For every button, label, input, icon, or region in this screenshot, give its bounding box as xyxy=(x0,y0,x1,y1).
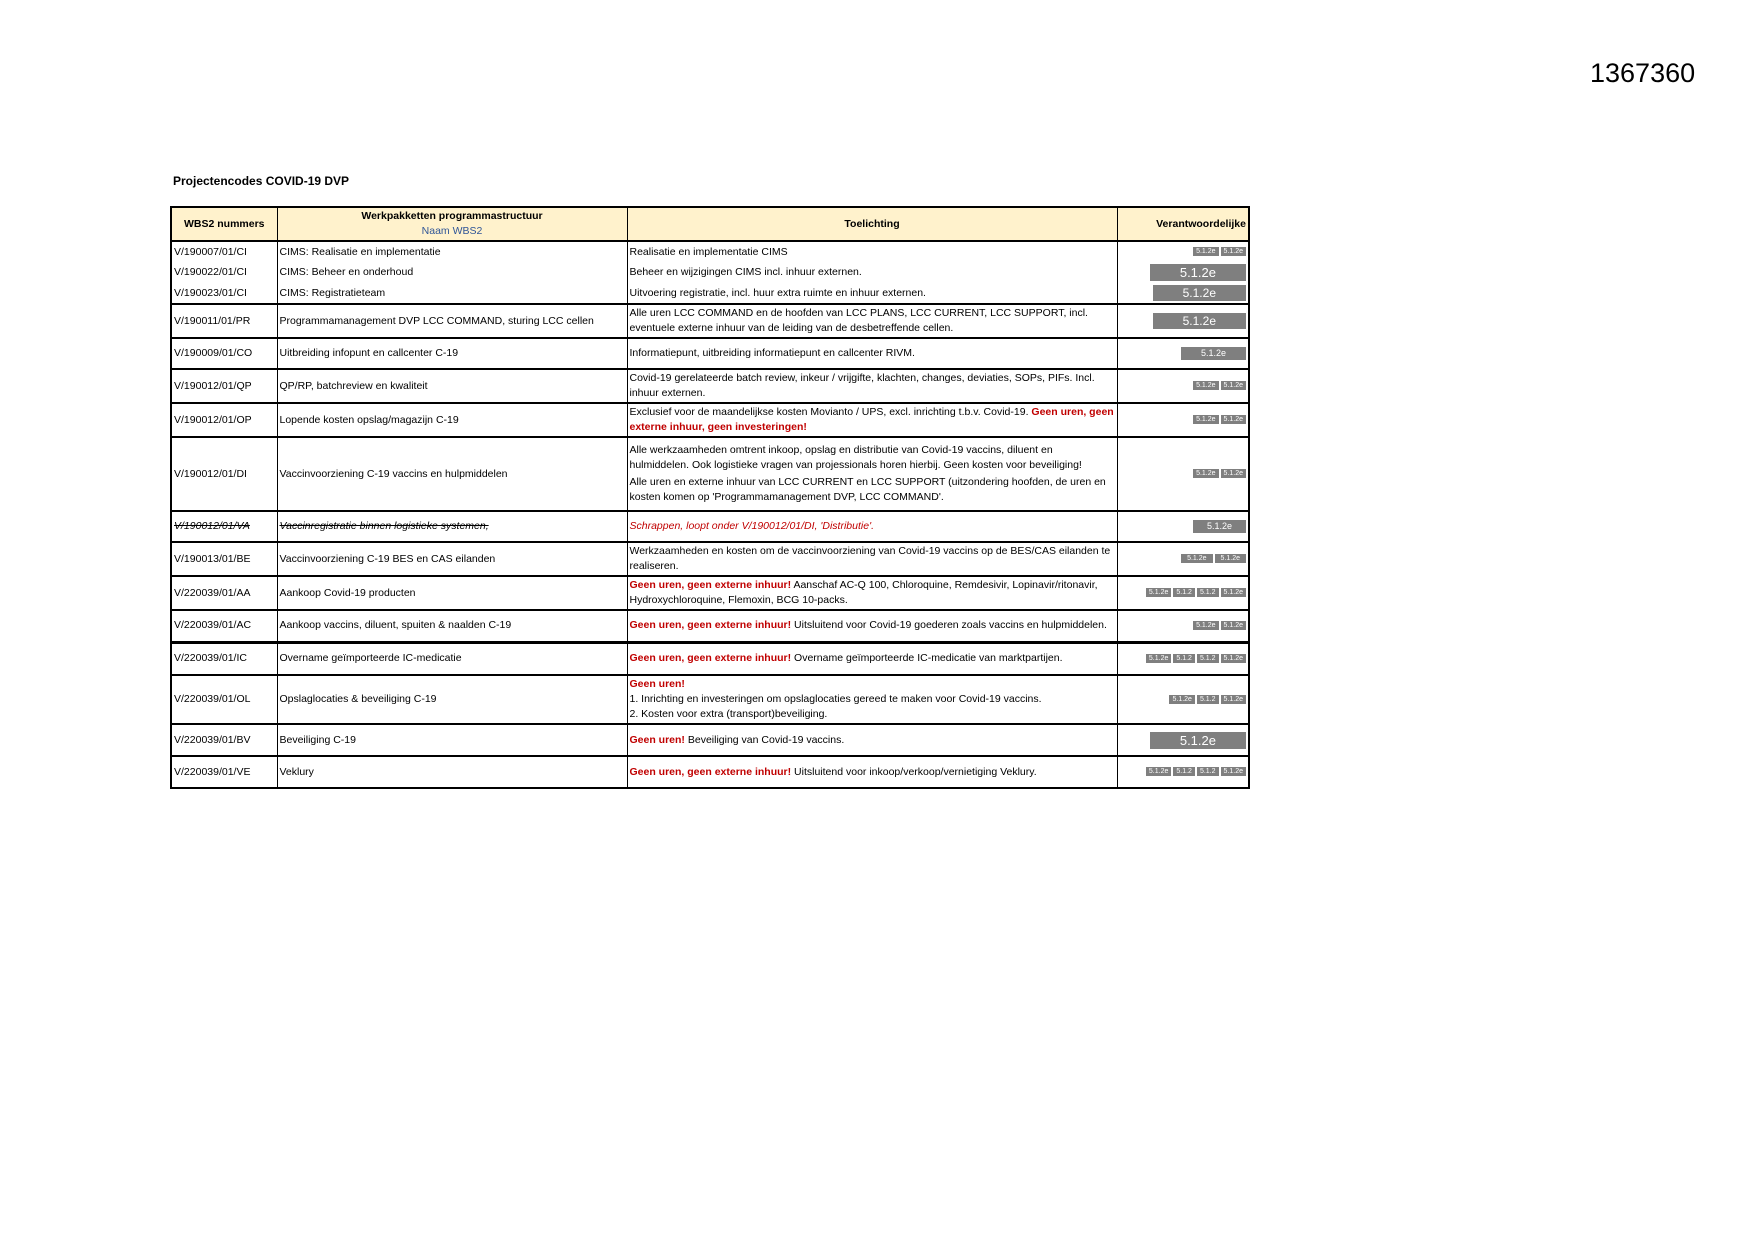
table-row xyxy=(171,576,1249,610)
redaction-box: 5.1.2e xyxy=(1193,415,1218,424)
description-text: Overname geïmporteerde IC-medicatie van marktpartijen. xyxy=(794,652,1063,665)
redaction-box: 5.1.2 xyxy=(1173,654,1195,663)
work-package-name: Vaccinvoorziening C-19 BES en CAS eilanden xyxy=(277,542,627,576)
table-row xyxy=(171,283,1249,304)
redaction-box: 5.1.2 xyxy=(1173,588,1195,597)
redaction-box: 5.1.2e xyxy=(1169,695,1194,704)
responsible-redacted xyxy=(1117,403,1249,437)
wbs-code: V/190022/01/CI xyxy=(171,262,277,283)
redaction-box: 5.1.2e xyxy=(1193,381,1218,390)
wbs-code: V/190012/01/VA xyxy=(171,511,277,542)
wbs-code: V/190012/01/OP xyxy=(171,403,277,437)
header-verantwoordelijke: Verantwoordelijke xyxy=(1117,207,1249,241)
description-text: 1. Inrichting en investeringen om opslaglocaties gereed te maken voor Covid-19 vaccins. xyxy=(629,693,1042,705)
description-warning: Geen uren, geen externe inhuur! xyxy=(629,619,792,632)
project-codes-table xyxy=(170,206,1250,789)
description: Beheer en wijzigingen CIMS incl. inhuur externen. xyxy=(627,262,1117,283)
document-title: Projectencodes COVID-19 DVP xyxy=(173,174,350,188)
responsible-redacted xyxy=(1117,262,1249,283)
work-package-name: Aankoop Covid-19 producten xyxy=(277,576,627,610)
description xyxy=(627,756,1117,788)
responsible-redacted xyxy=(1117,369,1249,403)
description-warning: Geen uren, geen externe inhuur, geen investeringen! xyxy=(629,406,1114,433)
document-number: 1367360 xyxy=(1590,58,1696,88)
description xyxy=(627,642,1117,675)
table-row xyxy=(171,724,1249,756)
description: Realisatie en implementatie CIMS xyxy=(627,241,1117,262)
header-werk-sublabel: Naam WBS2 xyxy=(421,225,483,237)
redaction-box: 5.1.2e xyxy=(1153,285,1246,301)
redaction-box: 5.1.2e xyxy=(1193,247,1218,256)
table-row xyxy=(171,369,1249,403)
description xyxy=(627,724,1117,756)
header-wbs: WBS2 nummers xyxy=(171,207,277,241)
table-row xyxy=(171,542,1249,576)
redaction-box: 5.1.2e xyxy=(1221,469,1246,478)
responsible-redacted xyxy=(1117,241,1249,262)
table-row xyxy=(171,437,1249,511)
redaction-box: 5.1.2e xyxy=(1221,695,1246,704)
header-werk-label: Werkpakketten programmastructuur xyxy=(361,210,543,222)
table-row xyxy=(171,642,1249,675)
responsible-redacted xyxy=(1117,610,1249,642)
work-package-name: Programmamanagement DVP LCC COMMAND, sturing LCC cellen xyxy=(277,304,627,338)
redaction-box: 5.1.2e xyxy=(1153,313,1246,329)
work-package-name: Aankoop vaccins, diluent, spuiten & naalden C-19 xyxy=(277,610,627,642)
work-package-name: Veklury xyxy=(277,756,627,788)
description xyxy=(627,576,1117,610)
redaction-box: 5.1.2 xyxy=(1197,654,1219,663)
redaction-box: 5.1.2e xyxy=(1221,381,1246,390)
responsible-redacted xyxy=(1117,756,1249,788)
work-package-name: Uitbreiding infopunt en callcenter C-19 xyxy=(277,338,627,369)
wbs-code: V/220039/01/OL xyxy=(171,675,277,724)
redaction-box: 5.1.2e xyxy=(1150,264,1246,281)
responsible-redacted xyxy=(1117,642,1249,675)
responsible-redacted xyxy=(1117,437,1249,511)
description: Informatiepunt, uitbreiding informatiepunt en callcenter RIVM. xyxy=(627,338,1117,369)
header-toelichting: Toelichting xyxy=(627,207,1117,241)
wbs-code: V/190023/01/CI xyxy=(171,283,277,304)
responsible-redacted xyxy=(1117,675,1249,724)
work-package-name: Beveiliging C-19 xyxy=(277,724,627,756)
table-row xyxy=(171,511,1249,542)
redaction-box: 5.1.2e xyxy=(1193,520,1246,533)
wbs-code: V/190011/01/PR xyxy=(171,304,277,338)
wbs-code: V/220039/01/IC xyxy=(171,642,277,675)
table-header-row xyxy=(171,207,1249,241)
header-werkpakketten xyxy=(277,207,627,241)
table-row xyxy=(171,610,1249,642)
wbs-code: V/190013/01/BE xyxy=(171,542,277,576)
redaction-box: 5.1.2e xyxy=(1146,588,1171,597)
wbs-code: V/190007/01/CI xyxy=(171,241,277,262)
redaction-box: 5.1.2e xyxy=(1215,554,1246,563)
wbs-code: V/190009/01/CO xyxy=(171,338,277,369)
wbs-code: V/220039/01/BV xyxy=(171,724,277,756)
table-row xyxy=(171,756,1249,788)
description xyxy=(627,437,1117,511)
responsible-redacted xyxy=(1117,283,1249,304)
redaction-box: 5.1.2e xyxy=(1221,415,1246,424)
table-row xyxy=(171,403,1249,437)
work-package-name: QP/RP, batchreview en kwaliteit xyxy=(277,369,627,403)
redaction-box: 5.1.2e xyxy=(1181,347,1246,360)
redaction-box: 5.1.2e xyxy=(1221,767,1246,776)
description-text: Aanschaf AC-Q 100, Chloroquine, Remdesivir, Lopinavir/ritonavir, Hydroxychloroquine, Flemoxin, BCG 10-packs. xyxy=(629,579,1098,606)
redaction-box: 5.1.2e xyxy=(1193,621,1218,630)
table-row xyxy=(171,262,1249,283)
redaction-box: 5.1.2e xyxy=(1221,654,1246,663)
responsible-redacted xyxy=(1117,576,1249,610)
responsible-redacted xyxy=(1117,511,1249,542)
wbs-code: V/190012/01/DI xyxy=(171,437,277,511)
description: Covid-19 gerelateerde batch review, inkeur / vrijgifte, klachten, changes, deviaties, SOPs, PIFs. Incl. inhuur externen. xyxy=(627,369,1117,403)
description-text-2: Alle uren en externe inhuur van LCC CURRENT en LCC SUPPORT (uitzondering hoofden, de uren en kosten komen op 'Programmamanagement DVP, LCC COMMAND'. xyxy=(629,476,1106,503)
table-row xyxy=(171,304,1249,338)
redaction-box: 5.1.2 xyxy=(1197,588,1219,597)
work-package-name: Overname geïmporteerde IC-medicatie xyxy=(277,642,627,675)
description-warning: Geen uren! xyxy=(629,678,685,690)
work-package-name: CIMS: Beheer en onderhoud xyxy=(277,262,627,283)
wbs-code: V/220039/01/AC xyxy=(171,610,277,642)
work-package-name: Lopende kosten opslag/magazijn C-19 xyxy=(277,403,627,437)
description-warning: Geen uren, geen externe inhuur! xyxy=(629,579,792,591)
description-text: Uitsluitend voor inkoop/verkoop/vernietiging Veklury. xyxy=(794,765,1037,778)
redaction-box: 5.1.2e xyxy=(1221,588,1246,597)
redaction-box: 5.1.2e xyxy=(1221,621,1246,630)
description-text: Exclusief voor de maandelijkse kosten Movianto / UPS, excl. inrichting t.b.v. Covid-19. xyxy=(629,406,1029,418)
responsible-redacted xyxy=(1117,542,1249,576)
redaction-box: 5.1.2 xyxy=(1197,695,1219,704)
description-text-2: 2. Kosten voor extra (transport)beveiliging. xyxy=(629,708,828,720)
wbs-code: V/190012/01/QP xyxy=(171,369,277,403)
redaction-box: 5.1.2e xyxy=(1193,469,1218,478)
description: Werkzaamheden en kosten om de vaccinvoorziening van Covid-19 vaccins op de BES/CAS eilanden te realiseren. xyxy=(627,542,1117,576)
wbs-code: V/220039/01/VE xyxy=(171,756,277,788)
redaction-box: 5.1.2e xyxy=(1181,554,1212,563)
description-text: Beveiliging van Covid-19 vaccins. xyxy=(687,733,845,746)
table-row xyxy=(171,675,1249,724)
description xyxy=(627,675,1117,724)
redaction-box: 5.1.2e xyxy=(1150,732,1246,749)
responsible-redacted xyxy=(1117,304,1249,338)
description xyxy=(627,610,1117,642)
description: Alle uren LCC COMMAND en de hoofden van LCC PLANS, LCC CURRENT, LCC SUPPORT, incl. eventuele externe inhuur van de leiding van de desbetreffende cellen. xyxy=(627,304,1117,338)
redaction-box: 5.1.2e xyxy=(1146,654,1171,663)
work-package-name: Vaccinvoorziening C-19 vaccins en hulpmiddelen xyxy=(277,437,627,511)
description xyxy=(627,403,1117,437)
wbs-code: V/220039/01/AA xyxy=(171,576,277,610)
work-package-name: Vaccinregistratie binnen logistieke systemen, xyxy=(277,511,627,542)
responsible-redacted xyxy=(1117,338,1249,369)
description: Uitvoering registratie, incl. huur extra ruimte en inhuur externen. xyxy=(627,283,1117,304)
table-row xyxy=(171,241,1249,262)
redaction-box: 5.1.2e xyxy=(1221,247,1246,256)
description-text: Uitsluitend voor Covid-19 goederen zoals vaccins en hulpmiddelen. xyxy=(794,619,1107,632)
table-row xyxy=(171,338,1249,369)
description: Schrappen, loopt onder V/190012/01/DI, 'Distributie'. xyxy=(627,511,1117,542)
redaction-box: 5.1.2 xyxy=(1197,767,1219,776)
redaction-box: 5.1.2 xyxy=(1173,767,1195,776)
redaction-box: 5.1.2e xyxy=(1146,767,1171,776)
work-package-name: CIMS: Registratieteam xyxy=(277,283,627,304)
work-package-name: Opslaglocaties & beveiliging C-19 xyxy=(277,675,627,724)
description-warning: Geen uren! xyxy=(629,733,685,746)
description-warning: Geen uren, geen externe inhuur! xyxy=(629,652,792,665)
description-warning: Geen uren, geen externe inhuur! xyxy=(629,765,792,778)
responsible-redacted xyxy=(1117,724,1249,756)
description-text: Alle werkzaamheden omtrent inkoop, opslag en distributie van Covid-19 vaccins, diluent en hulmiddelen. Ook logistieke vragen van projessionals horen hierbij. Geen kosten voor beveiliging! xyxy=(629,444,1082,471)
work-package-name: CIMS: Realisatie en implementatie xyxy=(277,241,627,262)
